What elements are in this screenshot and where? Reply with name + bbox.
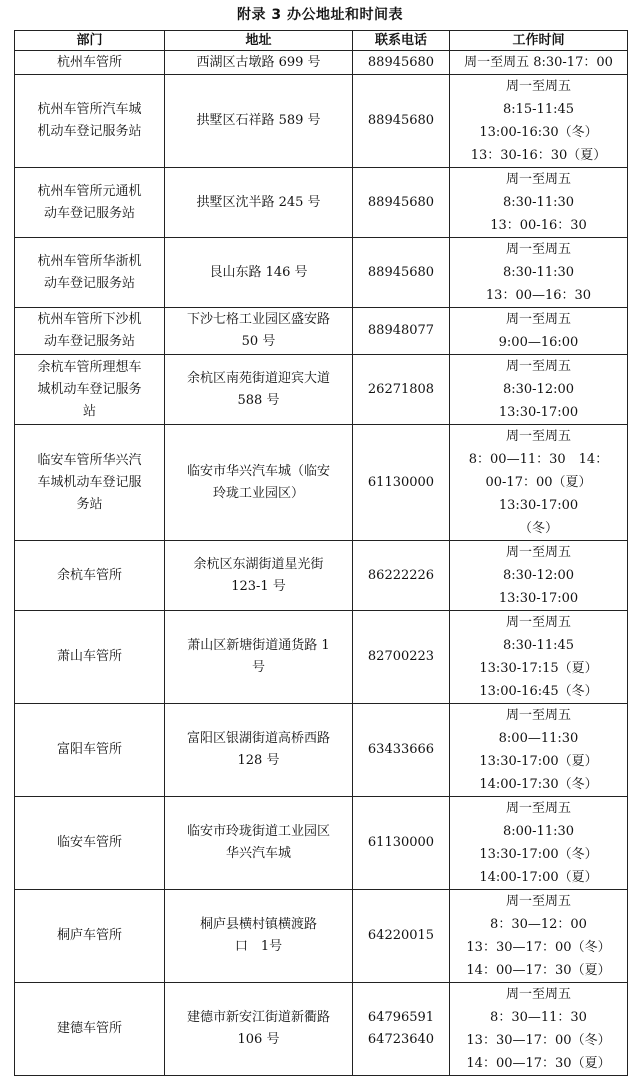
hours-cell: 周一至周五 8:00—11:30 13:30-17:00（夏） 14:00-17:30（冬） xyxy=(450,704,628,797)
address-cell: 余杭区东湖街道星光街 123-1 号 xyxy=(165,541,353,611)
hours-cell: 周一至周五 8:30-12:00 13:30-17:00 xyxy=(450,541,628,611)
header-hours: 工作时间 xyxy=(450,31,628,51)
table-row xyxy=(15,704,628,797)
address-cell: 拱墅区沈半路 245 号 xyxy=(165,168,353,238)
hours-cell: 周一至周五 8:30-11:45 13:30-17:15（夏） 13:00-16:45（冬） xyxy=(450,611,628,704)
hours-cell: 周一至周五 8:00-11:30 13:30-17:00（冬） 14:00-17:00（夏） xyxy=(450,797,628,890)
hours-cell: 周一至周五 9:00—16:00 xyxy=(450,308,628,355)
table-row xyxy=(15,238,628,308)
address-cell: 艮山东路 146 号 xyxy=(165,238,353,308)
address-cell: 建德市新安江街道新衢路 106 号 xyxy=(165,983,353,1076)
table-row xyxy=(15,611,628,704)
header-address: 地址 xyxy=(165,31,353,51)
address-cell: 下沙七格工业园区盛安路 50 号 xyxy=(165,308,353,355)
phone-cell: 64796591 64723640 xyxy=(353,983,450,1076)
table-row xyxy=(15,355,628,425)
department-cell: 杭州车管所元通机 动车登记服务站 xyxy=(15,168,165,238)
department-cell: 临安车管所华兴汽 车城机动车登记服 务站 xyxy=(15,425,165,541)
address-cell: 萧山区新塘街道通货路 1 号 xyxy=(165,611,353,704)
phone-cell: 88945680 xyxy=(353,168,450,238)
hours-cell: 周一至周五 8:15-11:45 13:00-16:30（冬） 13：30-16：30（夏） xyxy=(450,75,628,168)
table-row xyxy=(15,983,628,1076)
hours-cell: 周一至周五 8:30-12:00 13:30-17:00 xyxy=(450,355,628,425)
hours-cell: 周一至周五 8:30-17：00 xyxy=(450,51,628,75)
department-cell: 桐庐车管所 xyxy=(15,890,165,983)
department-cell: 建德车管所 xyxy=(15,983,165,1076)
phone-cell: 26271808 xyxy=(353,355,450,425)
office-schedule-table xyxy=(14,30,628,1076)
phone-cell: 61130000 xyxy=(353,425,450,541)
table-row xyxy=(15,51,628,75)
phone-cell: 88945680 xyxy=(353,75,450,168)
address-cell: 桐庐县横村镇横渡路 口 1号 xyxy=(165,890,353,983)
table-row xyxy=(15,308,628,355)
address-cell: 余杭区南苑街道迎宾大道 588 号 xyxy=(165,355,353,425)
table-row xyxy=(15,75,628,168)
table-row xyxy=(15,168,628,238)
department-cell: 杭州车管所汽车城 机动车登记服务站 xyxy=(15,75,165,168)
hours-cell: 周一至周五 8：30—11：30 13：30—17：00（冬） 14：00—17：30（夏） xyxy=(450,983,628,1076)
hours-cell: 周一至周五 8:30-11:30 13：00-16：30 xyxy=(450,168,628,238)
header-phone: 联系电话 xyxy=(353,31,450,51)
table-row xyxy=(15,541,628,611)
address-cell: 西湖区古墩路 699 号 xyxy=(165,51,353,75)
address-cell: 临安市玲珑街道工业园区 华兴汽车城 xyxy=(165,797,353,890)
department-cell: 杭州车管所 xyxy=(15,51,165,75)
department-cell: 余杭车管所理想车 城机动车登记服务 站 xyxy=(15,355,165,425)
phone-cell: 86222226 xyxy=(353,541,450,611)
address-cell: 临安市华兴汽车城（临安 玲珑工业园区） xyxy=(165,425,353,541)
address-cell: 拱墅区石祥路 589 号 xyxy=(165,75,353,168)
table-row xyxy=(15,797,628,890)
department-cell: 余杭车管所 xyxy=(15,541,165,611)
department-cell: 富阳车管所 xyxy=(15,704,165,797)
table-body xyxy=(15,51,628,1076)
hours-cell: 周一至周五 8：00—11：30 14： 00-17：00（夏） 13:30-17:00 （冬） xyxy=(450,425,628,541)
phone-cell: 88948077 xyxy=(353,308,450,355)
hours-cell: 周一至周五 8:30-11:30 13：00—16：30 xyxy=(450,238,628,308)
address-cell: 富阳区银湖街道高桥西路 128 号 xyxy=(165,704,353,797)
phone-cell: 88945680 xyxy=(353,238,450,308)
phone-cell: 88945680 xyxy=(353,51,450,75)
header-department: 部门 xyxy=(15,31,165,51)
table-row xyxy=(15,890,628,983)
department-cell: 杭州车管所下沙机 动车登记服务站 xyxy=(15,308,165,355)
hours-cell: 周一至周五 8：30—12：00 13：30—17：00（冬） 14：00—17：30（夏） xyxy=(450,890,628,983)
phone-cell: 64220015 xyxy=(353,890,450,983)
department-cell: 杭州车管所华浙机 动车登记服务站 xyxy=(15,238,165,308)
phone-cell: 63433666 xyxy=(353,704,450,797)
department-cell: 萧山车管所 xyxy=(15,611,165,704)
phone-cell: 61130000 xyxy=(353,797,450,890)
page-title: 附录 3 办公地址和时间表 xyxy=(237,7,403,23)
table-row xyxy=(15,425,628,541)
phone-cell: 82700223 xyxy=(353,611,450,704)
table-header-row xyxy=(15,31,628,51)
department-cell: 临安车管所 xyxy=(15,797,165,890)
